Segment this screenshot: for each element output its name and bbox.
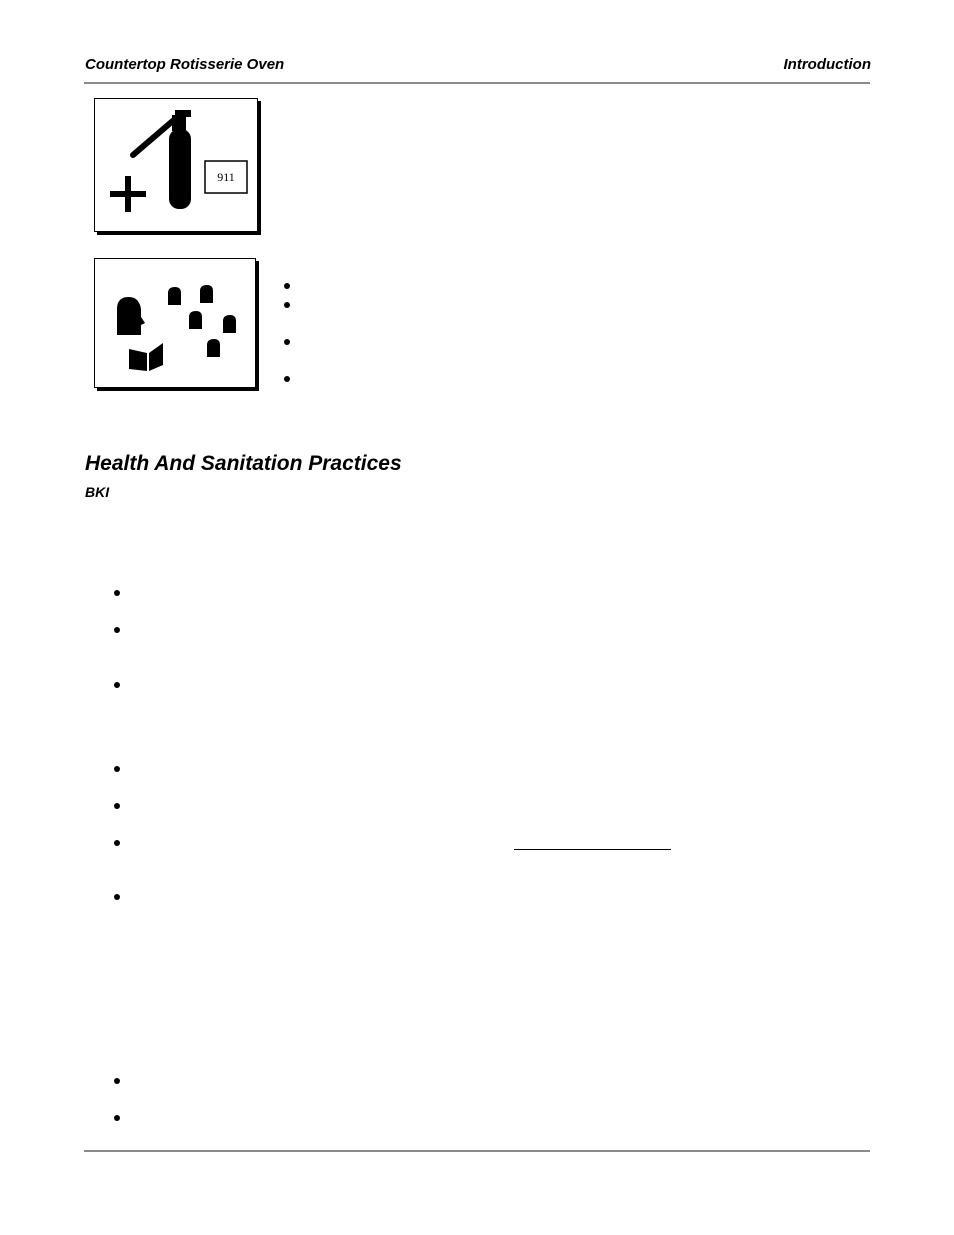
bullet (114, 590, 120, 596)
emergency-number-label: 911 (217, 170, 235, 184)
manual-book-icon (129, 343, 163, 371)
section-heading: Health And Sanitation Practices (85, 452, 402, 475)
bullet (114, 766, 120, 772)
bullet (114, 1078, 120, 1084)
safety-equipment-figure (94, 98, 258, 232)
section-subheading: BKI (85, 484, 110, 500)
bullet (114, 627, 120, 633)
bullet (114, 803, 120, 809)
instructor-icon (117, 297, 145, 335)
bullet (284, 339, 290, 345)
footer-divider (84, 1150, 870, 1152)
bullet (114, 840, 120, 846)
bullet (114, 682, 120, 688)
bullet (284, 376, 290, 382)
link-underline[interactable] (514, 849, 671, 850)
document-title: Countertop Rotisserie Oven (85, 56, 285, 73)
first-aid-cross-icon (110, 176, 146, 212)
bullet (114, 894, 120, 900)
training-figure (94, 258, 256, 388)
header-divider (84, 82, 870, 84)
bullet (114, 1115, 120, 1121)
trainees-icon (168, 285, 236, 357)
bullet (284, 302, 290, 308)
bullet (284, 283, 290, 289)
chapter-title: Introduction (783, 56, 871, 73)
emergency-number-icon (205, 161, 247, 193)
